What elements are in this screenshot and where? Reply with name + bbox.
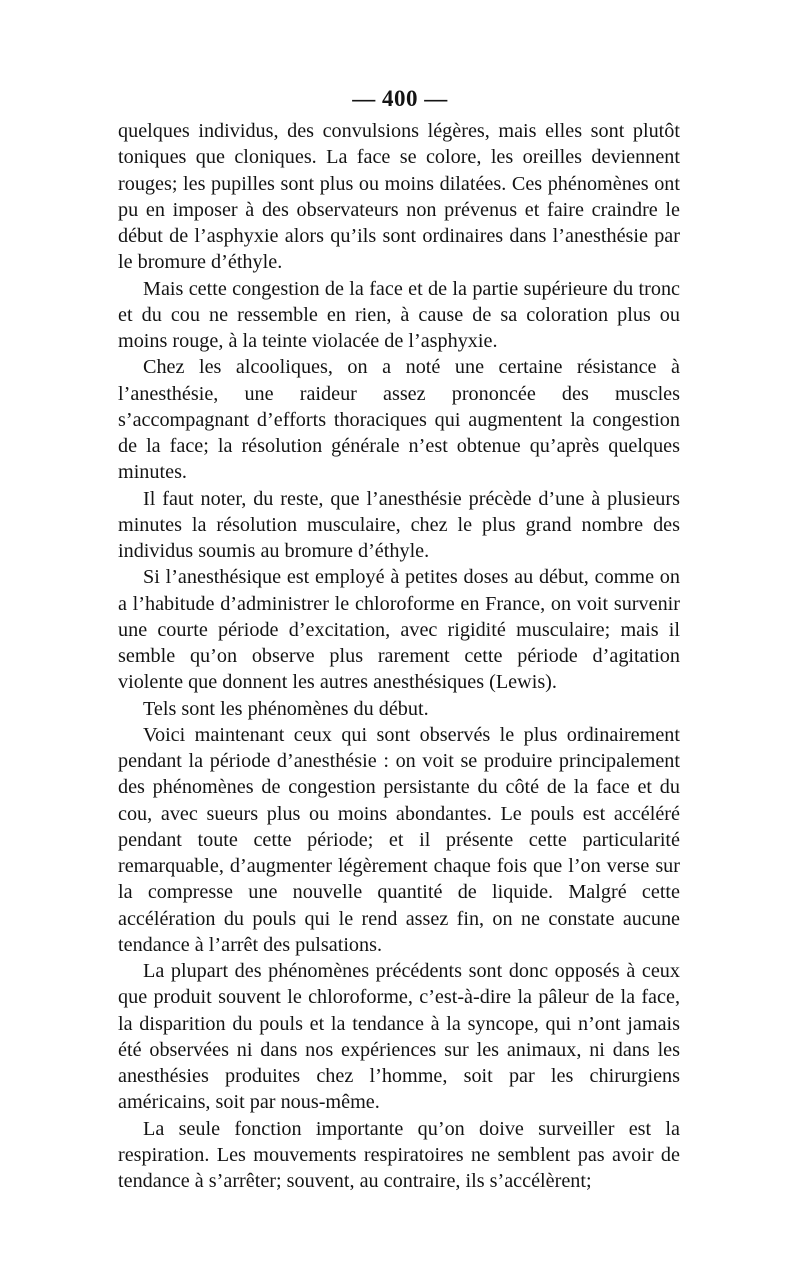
page-number: — 400 — — [352, 86, 448, 111]
paragraph: Il faut noter, du reste, que l’anesthésie précède d’une à plusieurs minutes la résolution musculaire, chez le plus grand nombre des individus soumis au bromure d’éthyle. — [118, 487, 680, 562]
paragraph: Voici maintenant ceux qui sont observés le plus ordinairement pendant la période d’anesthésie : on voit se produire principalement des phénomènes de congestion persistante du côté de la face et du cou, avec sueurs plus ou moins abondantes. Le pouls est accéléré pendant toute cette période; et il présente cette particularité remarquable, d’augmenter légèrement chaque fois que l’on verse sur la compresse une nouvelle quantité de liquide. Malgré cette accélération du pouls qui le rend assez fin, on ne constate aucune tendance à l’arrêt des pulsations. — [118, 723, 680, 956]
body-text — [118, 118, 680, 1194]
paragraph: Si l’anesthésique est employé à petites doses au début, comme on a l’habitude d’administrer le chloroforme en France, on voit survenir une courte période d’excitation, avec rigidité musculaire; mais il semble qu’on observe plus rarement cette période d’agitation violente que donnent les autres anesthésiques (Lewis). — [118, 566, 680, 694]
paragraph-continuation: quelques individus, des convulsions légères, mais elles sont plutôt toniques que cloniques. La face se colore, les oreilles deviennent rouges; les pupilles sont plus ou moins dilatées. Ces phénomènes ont pu en imposer à des observateurs non prévenus et faire craindre le début de l’asphyxie alors qu’ils sont ordinaires dans l’anesthésie par le bromure d’éthyle. — [118, 120, 680, 274]
paragraph: Mais cette congestion de la face et de la partie supérieure du tronc et du cou ne ressemble en rien, à cause de sa coloration plus ou moins rouge, à la teinte violacée de l’asphyxie. — [118, 277, 680, 352]
paragraph: La plupart des phénomènes précédents sont donc opposés à ceux que produit souvent le chloroforme, c’est-à-dire la pâleur de la face, la disparition du pouls et la tendance à la syncope, qui n’ont jamais été observées ni dans nos expériences sur les animaux, ni dans les anesthésies produites chez l’homme, soit par les chirurgiens américains, soit par nous-même. — [118, 960, 680, 1114]
paragraph: Chez les alcooliques, on a noté une certaine résistance à l’anesthésie, une raideur assez prononcée des muscles s’accompagnant d’efforts thoraciques qui augmentent la congestion de la face; la résolution générale n’est obtenue qu’après quelques minutes. — [118, 356, 680, 484]
paragraph: Tels sont les phénomènes du début. — [143, 697, 429, 720]
paragraph: La seule fonction importante qu’on doive surveiller est la respiration. Les mouvements respiratoires ne semblent pas avoir de tendance à s’arrêter; souvent, au contraire, ils s’accélèrent; — [118, 1117, 680, 1192]
